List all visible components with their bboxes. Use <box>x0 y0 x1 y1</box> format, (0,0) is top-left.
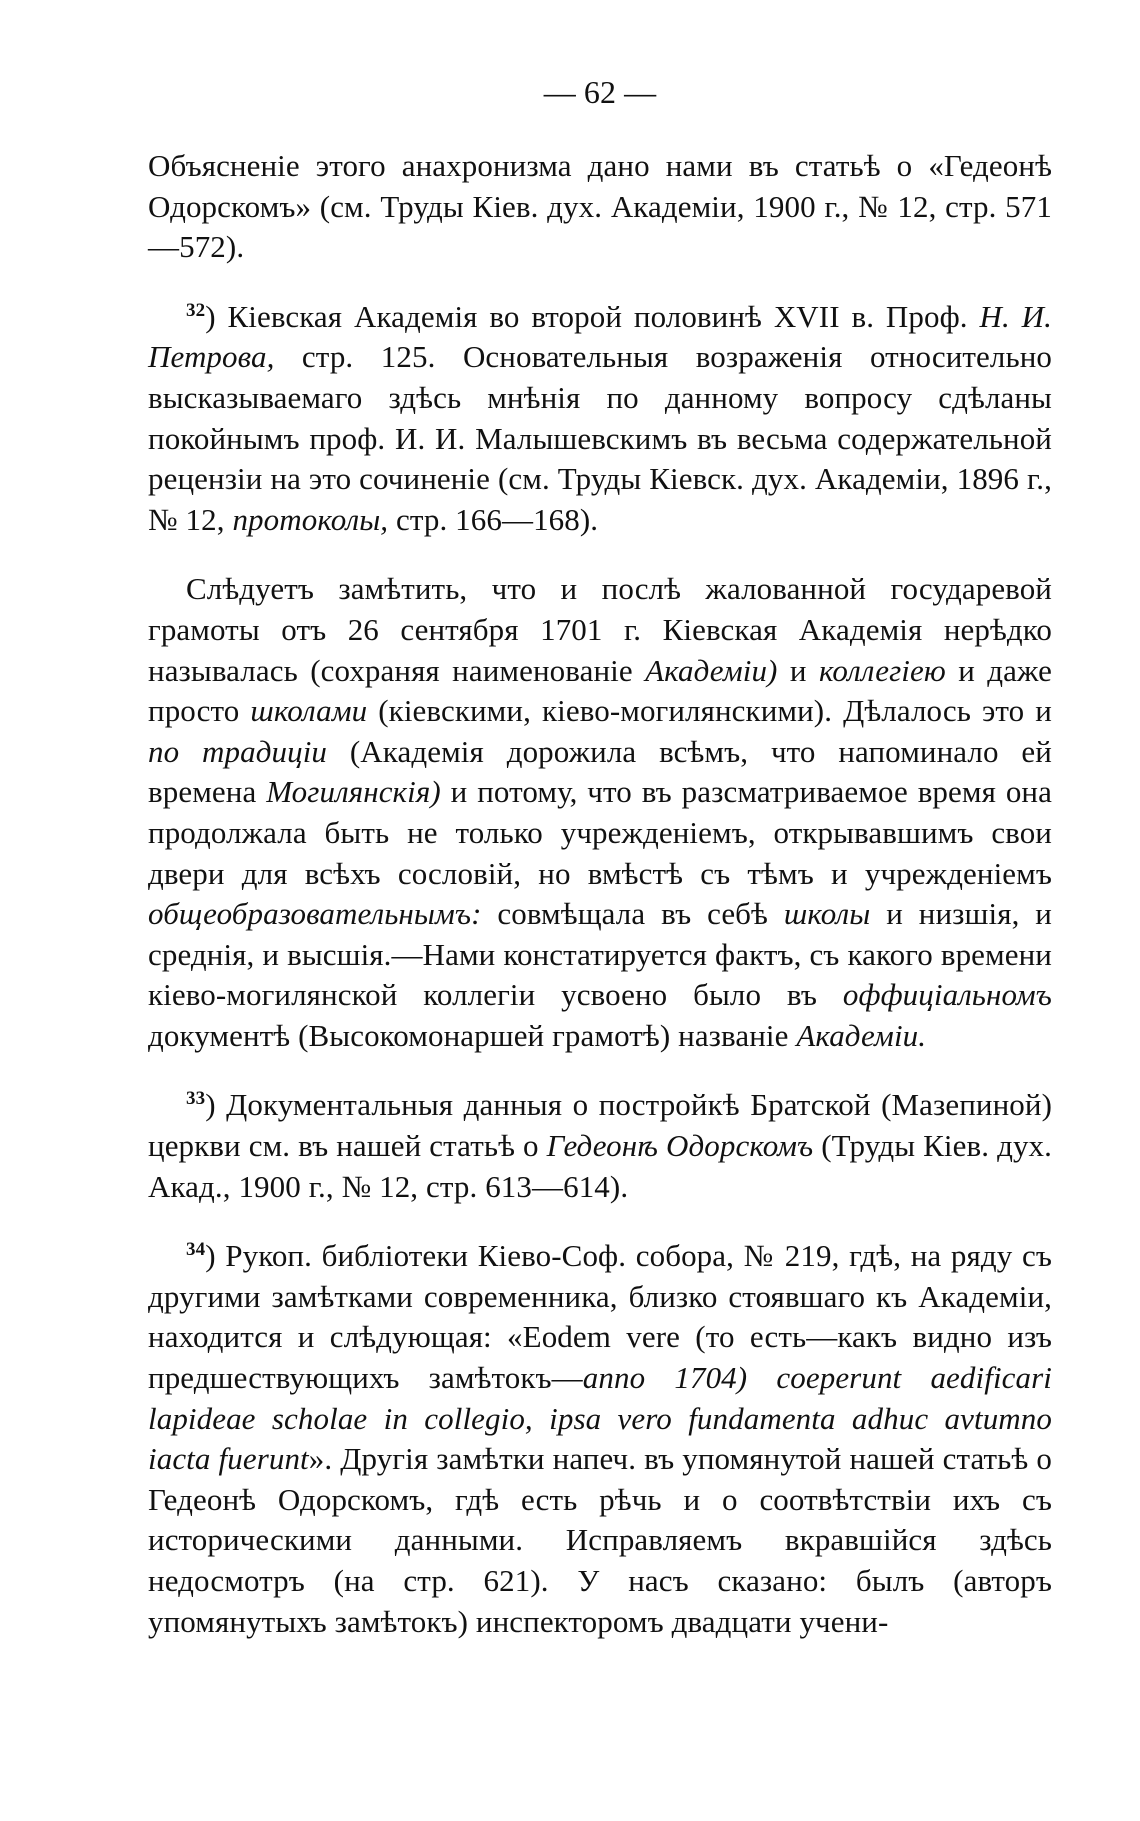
text-run: и низшія, и среднія, и высшія.—Нами констатируется фактъ, съ какого времени кіево-могилянской коллегіи усвоено было въ <box>148 896 1052 1013</box>
emphasis-text: коллегіею <box>818 652 946 688</box>
text-run: и даже просто <box>148 652 1052 729</box>
text-run: ) Рукоп. библіотеки Кіево-Соф. собора, № 219, гдѣ, на ряду съ другими замѣтками современника, близко стоявшаго къ Академіи, находится и слѣдующая: «Eodem vere (то есть—какъ видно изъ предшествующихъ замѣтокъ— <box>148 1238 1052 1396</box>
latin-quote: anno 1704) coeperunt aedificari lapideae scholae in collegio, ipsa vero fundamenta adhuc avtumno iacta fuerunt <box>148 1360 1052 1477</box>
emphasis-text: Академіи. <box>796 1017 927 1053</box>
text-run: и потому, что въ разсматриваемое время она продолжала быть не только учрежденіемъ, открывавшимъ свои двери для всѣхъ сословій, но вмѣстѣ съ тѣмъ и учрежденіемъ <box>148 774 1052 891</box>
text-run: стр. 125. Основательныя возраженія относительно высказываемаго здѣсь мнѣнія по данному вопросу сдѣланы покойнымъ проф. И. И. Малышевскимъ въ весьма содержательной рецензіи на это сочиненіе (см. Труды Кіевск. дух. Академіи, 1896 г., № 12, <box>148 339 1052 537</box>
emphasis-text: школами <box>250 693 368 729</box>
emphasis-text: Гедеонѣ Одорскомъ <box>546 1128 814 1164</box>
emphasis-text: оффиціальномъ <box>842 977 1052 1013</box>
document-page <box>148 72 1052 1642</box>
footnote-marker: 32 <box>186 299 206 321</box>
text-run: (Труды Кіев. дух. Акад., 1900 г., № 12, стр. 613—614). <box>148 1128 1052 1204</box>
emphasis-text: общеобразовательнымъ: <box>148 896 482 932</box>
text-run: ) Документальныя данныя о постройкѣ Братской (Мазепиной) церкви см. въ нашей статьѣ о <box>148 1087 1052 1164</box>
emphasis-text: Могилянскія) <box>266 774 441 810</box>
text-run: (Академія дорожила всѣмъ, что напоминало ей времена <box>148 733 1052 810</box>
paragraph-academy <box>148 569 1052 1056</box>
footnote-34 <box>148 1236 1052 1642</box>
footnote-32 <box>148 297 1052 541</box>
emphasis-text: протоколы, <box>232 501 389 537</box>
text-run: совмѣщала въ себѣ <box>481 896 784 932</box>
footnote-marker: 33 <box>186 1088 206 1110</box>
text-run: Слѣдуетъ замѣтить, что и послѣ жалованной государевой грамоты отъ 26 сентября 1701 г. Кіевская Академія нерѣдко называлась (сохраняя наименованіе <box>148 571 1052 688</box>
text-run: ». Другія замѣтки напеч. въ упомянутой нашей статьѣ о Гедеонѣ Одорскомъ, гдѣ есть рѣчь и о соотвѣтствіи ихъ съ историческими данными. Исправляемъ вкравшійся здѣсь недосмотръ (на стр. 621). У насъ сказано: былъ (авторъ упомянутыхъ замѣтокъ) инспекторомъ двадцати учени- <box>148 1441 1052 1639</box>
text-run: и <box>777 652 819 688</box>
emphasis-text: по традиціи <box>148 733 328 769</box>
text-run: ) Кіевская Академія во второй половинѣ XVII в. Проф. <box>205 298 980 334</box>
paragraph-continuation: Объясненіе этого анахронизма дано нами въ статьѣ о «Гедеонѣ Одорскомъ» (см. Труды Кіев. дух. Академіи, 1900 г., № 12, стр. 571—572). <box>148 148 1052 265</box>
footnote-33 <box>148 1085 1052 1207</box>
author-name: Н. И. Петрова, <box>148 298 1052 375</box>
footnote-marker: 34 <box>186 1239 206 1261</box>
text-run: (кіевскими, кіево-могилянскими). Дѣлалось это и <box>367 693 1052 729</box>
text-run: документѣ (Высокомонаршей грамотѣ) названіе <box>148 1017 797 1053</box>
text-run: стр. 166—168). <box>388 501 599 537</box>
page-number: — 62 — <box>543 74 657 110</box>
emphasis-text: школы <box>783 896 871 932</box>
emphasis-text: Академіи) <box>645 652 778 688</box>
